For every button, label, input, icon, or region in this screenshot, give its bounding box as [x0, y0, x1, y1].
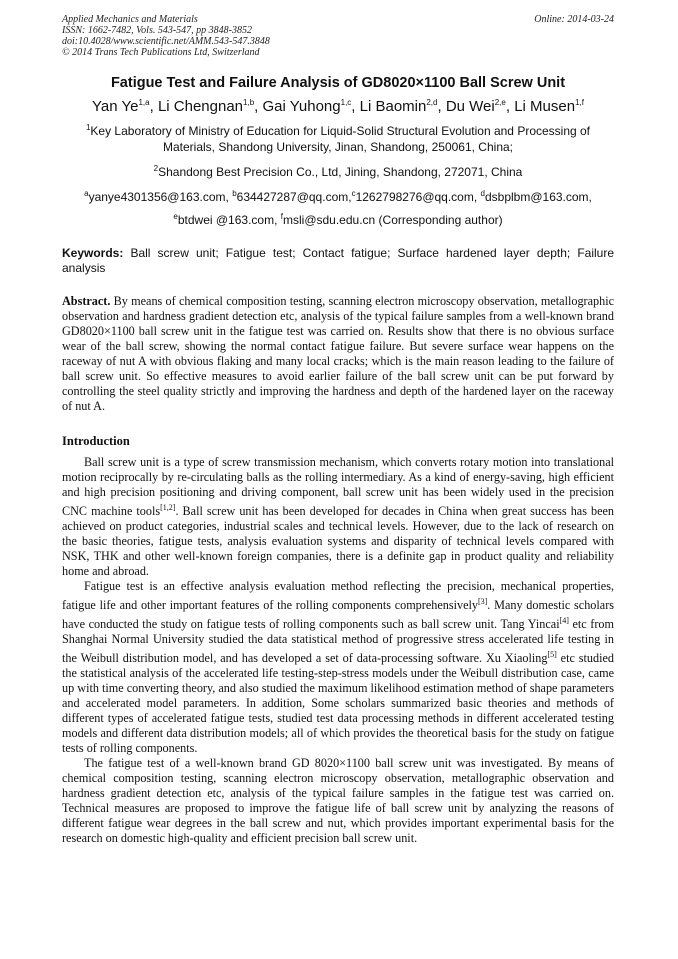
doi-line[interactable]: doi:10.4028/www.scientific.net/AMM.543-547.3848	[62, 36, 270, 47]
paragraph	[62, 455, 614, 579]
paper-title: Fatigue Test and Failure Analysis of GD8020×1100 Ball Screw Unit	[110, 75, 566, 91]
paragraph-text: etc from Shanghai Normal University studied the data statistical method of progressive stress accelerated life testing in the Weibull distribution model, and has developed a set of data-processing software. Xu Xiaoling	[62, 617, 614, 666]
paragraph-text: Fatigue test is an effective analysis evaluation method reflecting the precision, mechanical properties, fatigue life and other important features of the rolling components comprehensively	[62, 579, 614, 613]
citation-ref[interactable]: [5]	[547, 650, 557, 660]
author-affil-sup: 1,f	[575, 98, 584, 107]
author-name: Li Chengnan	[157, 98, 244, 115]
keywords-block	[62, 246, 614, 276]
journal-header	[62, 14, 614, 58]
email-link[interactable]: 634427287@qq.com,	[236, 190, 352, 204]
author-affil-sup: 1,a	[138, 98, 150, 107]
email-sup: c	[351, 189, 356, 198]
journal-name: Applied Mechanics and Materials	[62, 14, 198, 25]
paper-page	[62, 14, 614, 846]
email-sup: d	[480, 189, 485, 198]
author-name: Li Baomin	[359, 98, 427, 115]
email-list	[62, 186, 614, 228]
abstract-block	[62, 294, 614, 414]
author-list: Yan Ye$^{1,a}$, Li Chengnan$^{1,b}$, Gai Yuhong$^{1,c}$, Li Baomin$^{2,d}$, Du Wei$^{2,e}$, Li Musen$^{1,f}$	[92, 98, 584, 115]
affiliation-text: Key Laboratory of Ministry of Education for Liquid-Solid Structural Evolution and Processing of	[90, 124, 591, 138]
author-name: Li Musen	[514, 98, 576, 115]
section-heading-introduction: Introduction	[62, 434, 130, 448]
affiliation-text: Materials, Shandong University, Jinan, Shandong, 250061, China;	[163, 140, 513, 154]
abstract-text: By means of chemical composition testing, scanning electron microscopy observation, metallographic observation and hardness gradient detection etc, analysis of the typical failure samples from a well-known brand GD8020×1100 ball screw unit in the fatigue test was carried on. Results show that there is no obvious surface wear of the ball screw, showing the normal contact fatigue failure. But severe surface wear happens on the raceway of nut A with obvious flaking and many local cracks; which is the main reason leading to the failure of ball screw unit. So effective measures to avoid earlier failure of the ball screw unit can be put forward by controlling the steel quality strictly and improving the hardness and depth of the hardened layer on the raceway of nut A.	[62, 294, 614, 413]
keywords-text: Ball screw unit; Fatigue test; Contact fatigue; Surface hardened layer depth; Failure analysis	[62, 246, 614, 275]
abstract-label: Abstract.	[62, 294, 111, 308]
introduction-body	[62, 455, 614, 846]
affiliation-sup: 1	[85, 123, 91, 132]
citation-ref[interactable]: [4]	[559, 616, 569, 626]
email-link[interactable]: dsbplbm@163.com,	[484, 190, 592, 204]
author-affil-sup: 2,d	[426, 98, 438, 107]
affiliation-sup: 2	[153, 164, 159, 173]
email-sup: b	[232, 189, 237, 198]
keywords-label: Keywords:	[62, 246, 124, 260]
email-link[interactable]: btdwei @163.com,	[177, 213, 281, 227]
citation-ref[interactable]: [3]	[477, 597, 488, 607]
online-date: Online: 2014-03-24	[534, 14, 614, 25]
author-affil-sup: 2,e	[494, 98, 506, 107]
affiliation-text: Shandong Best Precision Co., Ltd, Jining, Shandong, 272071, China	[158, 165, 523, 179]
paragraph-text: . Ball screw unit has been developed for decades in China when great success has been achieved on product categories, industrial scales and technical levels. However, due to the lack of research on the basic theories, fatigue tests, analysis evaluation systems and disparity of technical levels compared with NSK, THK and other well-known foreign companies, there is a definite gap in product quality and reliability home and abroad.	[62, 504, 614, 579]
email-link[interactable]: yanye4301356@163.com,	[88, 190, 233, 204]
paragraph: The fatigue test of a well-known brand GD 8020×1100 ball screw unit was investigated. By means of chemical composition testing, scanning electron microscopy observation, metallographic observation and hardness gradient detection etc, analysis of the typical failure samples in the fatigue test was carried on. Technical measures are proposed to improve the fatigue life of ball screw unit by analyzing the reasons of different fatigue wear degrees in the ball screw and nut, which provides important experimental basis for the research on domestic high-quality and efficient precision ball screw unit.	[62, 756, 614, 846]
issn-line: ISSN: 1662-7482, Vols. 543-547, pp 3848-3852	[62, 25, 252, 36]
email-link[interactable]: msli@sdu.edu.cn (Corresponding author)	[282, 213, 503, 227]
author-affil-sup: 1,b	[243, 98, 255, 107]
email-link[interactable]: 1262798276@qq.com,	[355, 190, 481, 204]
copyright-line: © 2014 Trans Tech Publications Ltd, Switzerland	[62, 47, 260, 58]
paragraph	[62, 579, 614, 756]
paragraph-text: . Many domestic scholars have conducted the study on fatigue tests of rolling components such as ball screw unit. Tang Yincai	[62, 598, 614, 632]
author-name: Gai Yuhong	[262, 98, 341, 115]
paragraph-text: Ball screw unit is a type of screw transmission mechanism, which converts rotary motion into translational motion reciprocally by re-circulating balls as the rolling intermediary. As a kind of energy-saving, high efficient and high precision positioning and driving component, ball screw unit has been widely used in the precision CNC machine tools	[62, 455, 614, 519]
paragraph-text: etc studied the statistical analysis of the accelerated life testing-step-stress models under the Weibull distribution case, came up with time converting theory, and also studied the maximum likelihood estimation method of shape parameters and accelerated model parameters. In addition, Some scholars summarized basic theories and methods of different types of accelerated fatigue tests, studied test data processing methods in different accelerated testing models and different data distribution models; all of which provides the theoretical basis for the study on fatigue tests of rolling components.	[62, 651, 614, 756]
author-affil-sup: 1,c	[340, 98, 352, 107]
email-sup: a	[84, 189, 89, 198]
email-sup: e	[173, 212, 178, 221]
citation-ref[interactable]: [1,2]	[160, 503, 176, 512]
author-name: Du Wei	[445, 98, 495, 115]
author-name: Yan Ye	[92, 98, 139, 115]
affiliation-1	[62, 120, 614, 155]
affiliation-2	[62, 161, 614, 180]
email-sup: f	[280, 212, 283, 221]
